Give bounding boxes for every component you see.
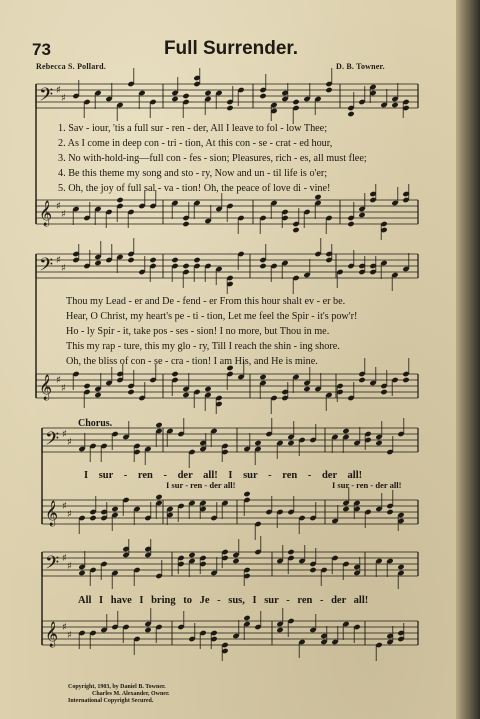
note-head <box>259 263 266 269</box>
note-head <box>243 491 250 497</box>
lyricist-credit: Rebecca S. Pollard. <box>36 62 107 71</box>
note-head <box>83 383 90 389</box>
sharp-sign: ♯ <box>62 622 67 633</box>
sharp-sign: ♯ <box>67 630 72 641</box>
note-head <box>116 197 123 203</box>
note-head <box>309 567 316 573</box>
note-head <box>204 386 211 392</box>
sharp-sign: ♯ <box>67 437 72 448</box>
note-head <box>292 227 299 233</box>
sharp-sign: ♯ <box>56 201 61 212</box>
note-head <box>127 389 134 395</box>
note-head <box>155 422 162 428</box>
verse-5-line-2: Oh, the bliss of con - se - cra - tion! I am His, and He is mine. <box>66 356 318 367</box>
note-head <box>171 257 178 263</box>
verse-2-line-2: Hear, O Christ, my heart's pe - ti - tion, Let me feel the Spir - it's pow'r! <box>66 311 358 322</box>
clef-mark: 𝄞 <box>45 622 59 647</box>
clef-mark: 𝄞 <box>39 201 53 226</box>
note-head <box>89 515 96 521</box>
verse-1-line-2: Thou my Lead - er and De - fend - er From this hour shalt ev - er be. <box>66 296 346 307</box>
note-head <box>391 102 398 108</box>
note-head <box>182 263 189 269</box>
chorus-line-2: All I have I bring to Je - sus, I sur - ren - der all! <box>78 595 369 606</box>
sharp-sign: ♯ <box>62 429 67 440</box>
note-head <box>259 374 266 380</box>
chorus-label: Chorus. <box>78 418 113 429</box>
note-head <box>342 506 349 512</box>
note-head <box>171 371 178 377</box>
note-head <box>171 96 178 102</box>
note-head <box>243 615 250 621</box>
verse-5-line-1: 5. Oh, the joy of full sal - va - tion! Oh, the peace of love di - vine! <box>58 183 331 194</box>
note-head <box>347 221 354 227</box>
note-head <box>342 428 349 434</box>
note-head <box>232 558 239 564</box>
sharp-sign: ♯ <box>56 255 61 266</box>
note-head <box>397 564 404 570</box>
note-head <box>226 105 233 111</box>
clef-mark: 𝄞 <box>39 375 53 400</box>
note-head <box>347 111 354 117</box>
note-head <box>78 570 85 576</box>
note-head <box>402 377 409 383</box>
hymn-number: 73 <box>32 40 51 59</box>
copyright-notice <box>68 684 248 705</box>
note-head <box>254 440 261 446</box>
chorus-echo-2: I sur - ren - der all! <box>332 480 402 490</box>
sharp-sign: ♯ <box>67 509 72 520</box>
copyright-line: International Copyright Secured. <box>68 698 154 704</box>
copyright-line: Copyright, 1903, by Daniel B. Towner. <box>68 684 166 690</box>
note-head <box>325 87 332 93</box>
copyright-line: Charles M. Alexander, Owner. <box>92 691 170 697</box>
note-head <box>94 260 101 266</box>
composer-credit: D. B. Towner. <box>336 62 385 71</box>
verse-1-line-1: 1. Sav - iour, 'tis a full sur - ren - der, All I leave to fol - low Thee; <box>58 123 328 134</box>
note-head <box>259 93 266 99</box>
sharp-sign: ♯ <box>61 263 66 274</box>
sharp-sign: ♯ <box>61 383 66 394</box>
note-head <box>155 494 162 500</box>
note-head <box>375 440 382 446</box>
note-head <box>149 257 156 263</box>
note-head <box>292 99 299 105</box>
note-head <box>358 212 365 218</box>
note-head <box>188 552 195 558</box>
verse-4-line-2: This my rap - ture, this my glo - ry, Till I reach the shin - ing shore. <box>66 341 340 352</box>
chorus-line-1: I sur - ren - der all! I sur - ren - der all! <box>84 470 363 481</box>
note-head <box>386 509 393 515</box>
note-head <box>204 90 211 96</box>
verse-2-line-1: 2. As I come in deep con - tri - tion, At this con - se - crat - ed hour, <box>58 138 333 149</box>
note-head <box>287 549 294 555</box>
verse-4-line-1: 4. Be this theme my song and sto - ry, Now and un - til life is o'er; <box>58 168 328 179</box>
note-head <box>182 221 189 227</box>
sharp-sign: ♯ <box>67 561 72 572</box>
clef-mark: 𝄢 <box>45 553 60 578</box>
sharp-sign: ♯ <box>56 375 61 386</box>
sharp-sign: ♯ <box>62 501 67 512</box>
note-head <box>276 627 283 633</box>
clef-mark: 𝄢 <box>39 85 54 110</box>
note-head <box>303 386 310 392</box>
verse-3-line-2: Ho - ly Spir - it, take pos - ses - sion! I no more, but Thou in me. <box>66 326 330 337</box>
clef-mark: 𝄢 <box>39 255 54 280</box>
chorus-echo-1: I sur - ren - der all! <box>166 480 236 490</box>
sharp-sign: ♯ <box>61 209 66 220</box>
note-head <box>358 377 365 383</box>
note-head <box>127 257 134 263</box>
note-head <box>314 194 321 200</box>
note-head <box>182 93 189 99</box>
note-head <box>193 257 200 263</box>
clef-mark: 𝄞 <box>45 501 59 526</box>
note-head <box>144 627 151 633</box>
sharp-sign: ♯ <box>56 85 61 96</box>
note-head <box>182 392 189 398</box>
sharp-sign: ♯ <box>62 553 67 564</box>
clef-mark: 𝄢 <box>45 429 60 454</box>
note-head <box>380 389 387 395</box>
verse-3-line-1: 3. No with-hold-ing—full con - fes - sion; Pleasures, rich - es, all must flee; <box>58 153 367 164</box>
note-head <box>287 440 294 446</box>
hymn-title: Full Surrender. <box>163 38 299 59</box>
note-head <box>94 392 101 398</box>
note-head <box>111 506 118 512</box>
sharp-sign: ♯ <box>61 93 66 104</box>
